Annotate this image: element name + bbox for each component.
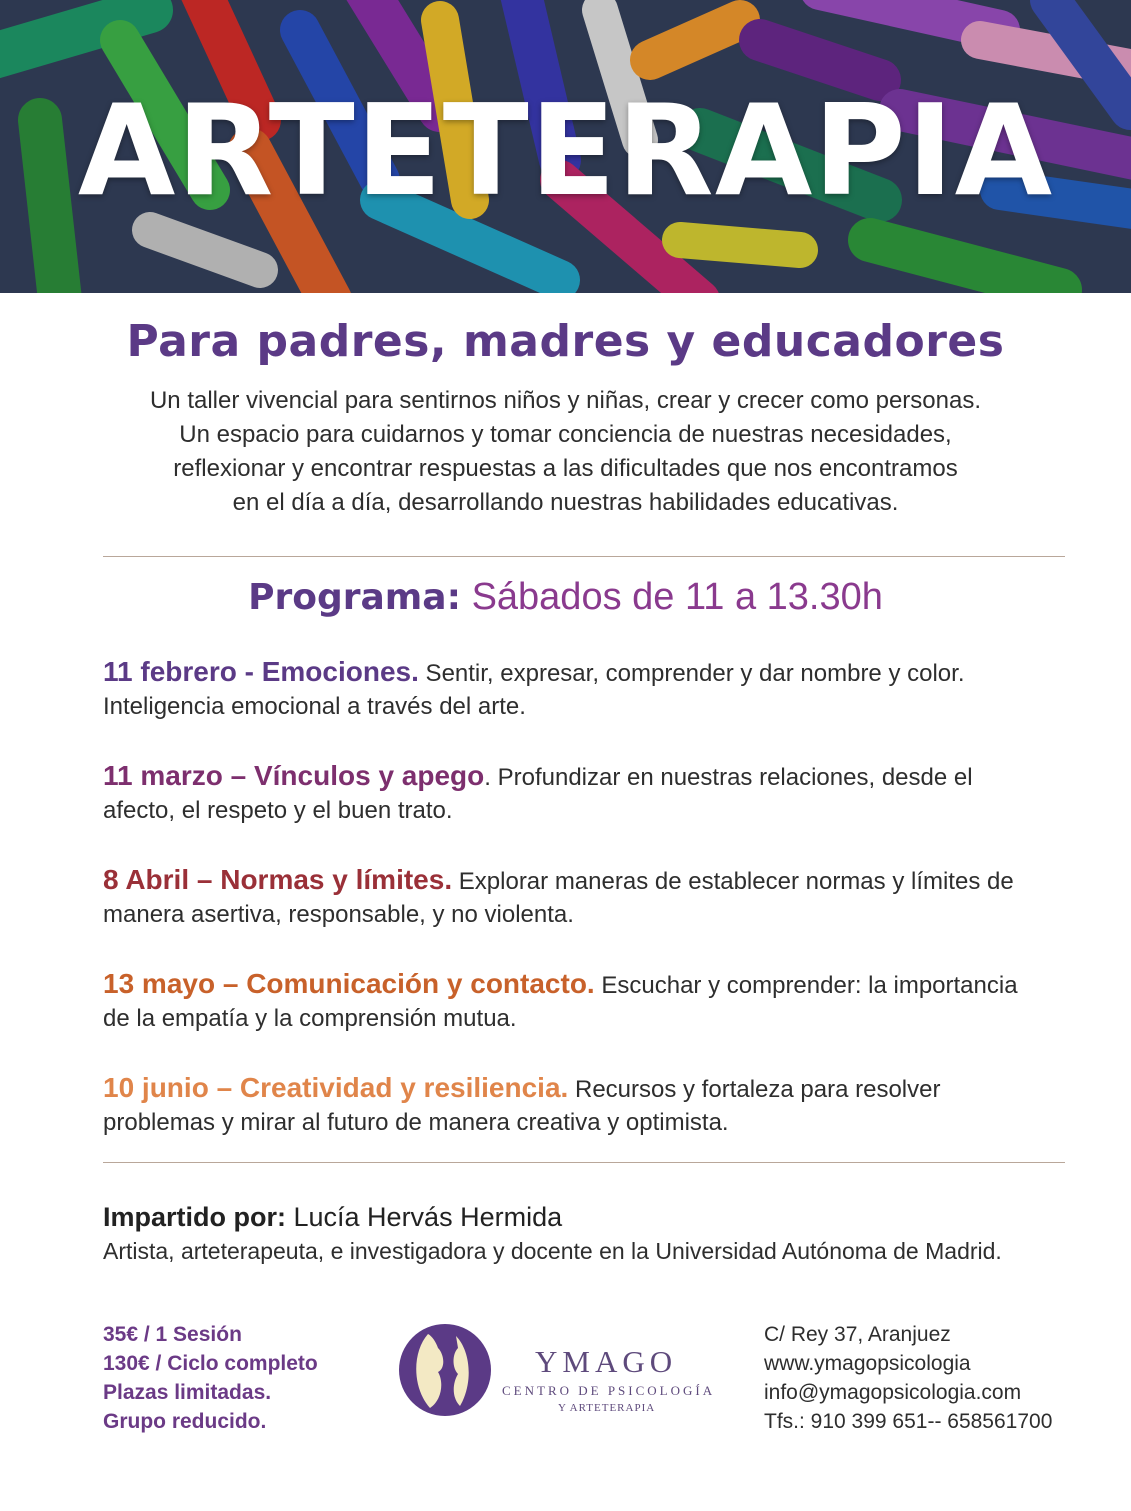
instructor-label: Impartido por: — [103, 1202, 286, 1232]
session-description: de la empatía y la comprensión mutua. — [103, 1005, 517, 1032]
session-description: Sentir, expresar, comprender y dar nombre y color. — [418, 660, 965, 687]
session-item — [103, 1071, 1083, 1175]
contact-website: www.ymagopsicologia — [764, 1352, 971, 1375]
divider — [103, 1162, 1065, 1163]
session-heading: 13 mayo – Comunicación y contacto. — [103, 968, 595, 999]
session-description: problemas y mirar al futuro de manera creativa y optimista. — [103, 1109, 729, 1136]
instructor-line — [103, 1202, 562, 1233]
programa-schedule: Sábados de 11 a 13.30h — [471, 576, 883, 618]
instructor-name: Lucía Hervás Hermida — [286, 1202, 563, 1232]
session-description: Escuchar y comprender: la importancia — [594, 972, 1018, 999]
price-cycle: 130€ / Ciclo completo — [103, 1352, 318, 1375]
session-description: afecto, el respeto y el buen trato. — [103, 797, 453, 824]
instructor-bio: Artista, arteterapeuta, e investigadora y docente en la Universidad Autónoma de Madrid. — [103, 1238, 1002, 1264]
intro-line: reflexionar y encontrar respuestas a las dificultades que nos encontramos — [173, 455, 958, 482]
contact-address: C/ Rey 37, Aranjuez — [764, 1323, 951, 1346]
main-title: ARTETERAPIA — [77, 77, 1054, 224]
programa-heading — [0, 576, 1131, 619]
session-heading: 8 Abril – Normas y límites. — [103, 864, 453, 895]
session-description: Explorar maneras de establecer normas y límites de — [452, 868, 1014, 895]
programa-label: Programa: — [248, 577, 461, 618]
session-item — [103, 967, 1083, 1071]
header-banner — [0, 0, 1131, 293]
price-session: 35€ / 1 Sesión — [103, 1323, 242, 1346]
price-note: Grupo reducido. — [103, 1410, 267, 1433]
session-heading: 11 marzo – Vínculos y apego — [103, 760, 485, 791]
session-description: . Profundizar en nuestras relaciones, desde el — [484, 764, 973, 791]
intro-paragraph — [60, 384, 1071, 520]
intro-line: en el día a día, desarrollando nuestras habilidades educativas. — [232, 489, 899, 516]
session-item — [103, 655, 1083, 759]
logo-tagline: Y ARTETERAPIA — [558, 1402, 656, 1414]
session-heading: 11 febrero - Emociones. — [103, 656, 419, 687]
session-item — [103, 759, 1083, 863]
intro-line: Un espacio para cuidarnos y tomar conciencia de nuestras necesidades, — [179, 421, 952, 448]
contact-phone: Tfs.: 910 399 651-- 658561700 — [764, 1410, 1053, 1433]
divider — [103, 556, 1065, 557]
session-heading: 10 junio – Creatividad y resiliencia. — [103, 1072, 569, 1103]
price-note: Plazas limitadas. — [103, 1381, 272, 1404]
price-info — [103, 1320, 318, 1436]
contact-info — [764, 1320, 1052, 1436]
session-item — [103, 863, 1083, 967]
logo-name: YMAGO — [535, 1344, 678, 1379]
contact-email: info@ymagopsicologia.com — [764, 1381, 1022, 1404]
session-list — [103, 655, 1083, 1175]
logo-tagline: CENTRO DE PSICOLOGÍA — [502, 1383, 716, 1398]
subtitle: Para padres, madres y educadores — [126, 316, 1005, 367]
session-description: Inteligencia emocional a través del arte. — [103, 693, 526, 720]
intro-line: Un taller vivencial para sentirnos niños y niñas, crear y crecer como personas. — [149, 387, 982, 414]
session-description: manera asertiva, responsable, y no violenta. — [103, 901, 574, 928]
session-description: Recursos y fortaleza para resolver — [568, 1076, 941, 1103]
